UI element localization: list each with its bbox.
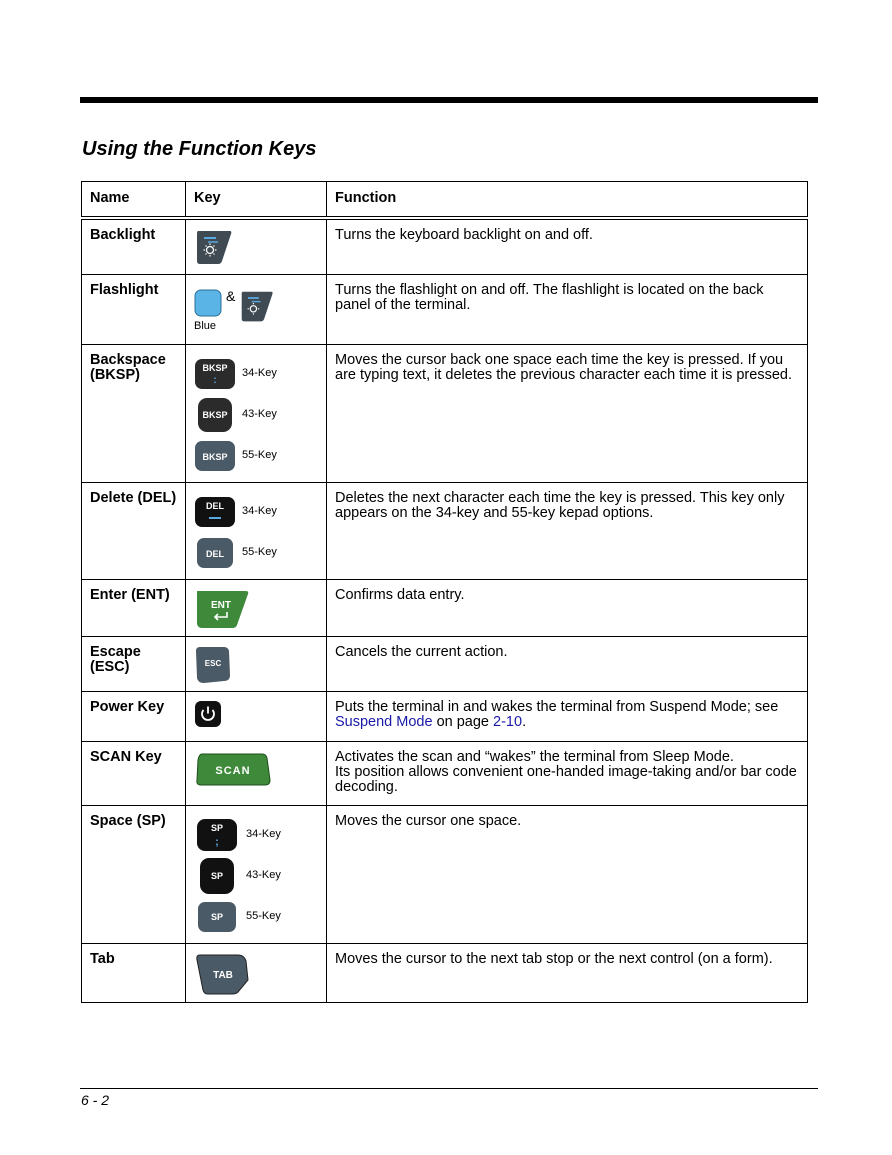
section-title: Using the Function Keys bbox=[82, 138, 317, 160]
table-row bbox=[82, 580, 808, 637]
row-name: SCAN Key bbox=[82, 742, 186, 806]
key-variant: 34-Key bbox=[242, 367, 277, 379]
key-variant: 43-Key bbox=[246, 869, 281, 881]
row-key bbox=[186, 944, 327, 1003]
sp-key-34-icon bbox=[194, 818, 240, 852]
row-key bbox=[186, 345, 327, 483]
row-function: Cancels the current action. bbox=[327, 637, 808, 692]
backlight-key-icon bbox=[239, 289, 275, 325]
ampersand: & bbox=[226, 288, 236, 304]
row-name: Backlight bbox=[82, 218, 186, 275]
row-function: Deletes the next character each time the key is pressed. This key only appears on the 34-key and 55-key kepad options. bbox=[327, 483, 808, 580]
page-ref-link[interactable]: 2-10 bbox=[493, 714, 523, 730]
top-rule bbox=[80, 97, 818, 103]
function-text: Puts the terminal in and wakes the terminal from Suspend Mode; see bbox=[335, 699, 779, 715]
key-cap-label: ESC bbox=[204, 659, 222, 668]
sp-key-43-icon bbox=[194, 857, 240, 895]
row-name: Backspace (BKSP) bbox=[82, 345, 186, 483]
row-name: Delete (DEL) bbox=[82, 483, 186, 580]
header-key: Key bbox=[186, 182, 327, 219]
del-key-55-icon bbox=[194, 537, 236, 569]
row-function: Moves the cursor back one space each time the key is pressed. If you are typing text, it deletes the previous character each time it is pressed. bbox=[327, 345, 808, 483]
key-variant: 34-Key bbox=[246, 828, 281, 840]
function-text: on page bbox=[432, 714, 494, 730]
suspend-mode-link[interactable]: Suspend Mode bbox=[335, 714, 433, 730]
key-variant: 55-Key bbox=[242, 546, 277, 558]
page-number: 6 - 2 bbox=[81, 1092, 110, 1108]
key-cap-label: SCAN bbox=[215, 765, 251, 777]
row-name: Space (SP) bbox=[82, 806, 186, 944]
table-row bbox=[82, 275, 808, 345]
blue-key-label: Blue bbox=[194, 320, 217, 332]
row-key bbox=[186, 275, 327, 345]
table-row bbox=[82, 806, 808, 944]
row-name: Escape (ESC) bbox=[82, 637, 186, 692]
function-text: Activates the scan and “wakes” the terminal from Sleep Mode. bbox=[335, 749, 734, 765]
row-function: Confirms data entry. bbox=[327, 580, 808, 637]
scan-key-icon bbox=[194, 750, 272, 790]
key-cap-label: TAB bbox=[213, 970, 233, 981]
table-header-row bbox=[82, 182, 808, 219]
row-function: Moves the cursor one space. bbox=[327, 806, 808, 944]
function-text: . bbox=[522, 714, 527, 730]
header-name: Name bbox=[82, 182, 186, 219]
bksp-key-55-icon bbox=[194, 440, 236, 472]
key-cap-label: BKSP bbox=[202, 362, 228, 373]
row-function bbox=[327, 742, 808, 806]
key-variant: 55-Key bbox=[246, 910, 281, 922]
key-cap-label: BKSP bbox=[202, 451, 228, 462]
table-row bbox=[82, 944, 808, 1003]
key-variant: 43-Key bbox=[242, 408, 277, 420]
row-key bbox=[186, 742, 327, 806]
row-key bbox=[186, 483, 327, 580]
row-function: Turns the keyboard backlight on and off. bbox=[327, 218, 808, 275]
blue-key-icon bbox=[194, 289, 222, 317]
header-function: Function bbox=[327, 182, 808, 219]
table-row bbox=[82, 637, 808, 692]
backlight-key-icon bbox=[194, 228, 234, 268]
bottom-rule bbox=[80, 1088, 818, 1089]
row-name: Tab bbox=[82, 944, 186, 1003]
row-key bbox=[186, 637, 327, 692]
key-cap-label: DEL bbox=[206, 500, 224, 511]
table-row bbox=[82, 345, 808, 483]
key-variant: 34-Key bbox=[242, 505, 277, 517]
esc-key-icon bbox=[194, 645, 234, 685]
row-key bbox=[186, 580, 327, 637]
key-cap-label: DEL bbox=[206, 548, 224, 559]
tab-key-icon bbox=[194, 952, 250, 996]
row-name: Flashlight bbox=[82, 275, 186, 345]
row-function: Turns the flashlight on and off. The flashlight is located on the back panel of the terminal. bbox=[327, 275, 808, 345]
del-key-34-icon bbox=[194, 496, 236, 528]
key-cap-label: SP bbox=[210, 911, 224, 922]
row-name: Power Key bbox=[82, 692, 186, 742]
key-variant: 55-Key bbox=[242, 449, 277, 461]
row-key bbox=[186, 806, 327, 944]
ent-key-icon bbox=[194, 588, 250, 630]
key-cap-label: SP bbox=[210, 870, 224, 881]
table-row bbox=[82, 692, 808, 742]
row-key bbox=[186, 218, 327, 275]
row-key bbox=[186, 692, 327, 742]
row-name: Enter (ENT) bbox=[82, 580, 186, 637]
row-function: Moves the cursor to the next tab stop or the next control (on a form). bbox=[327, 944, 808, 1003]
power-key-icon bbox=[194, 700, 222, 728]
function-text: Its position allows convenient one-handed image-taking and/or bar code decoding. bbox=[335, 764, 797, 795]
function-keys-table bbox=[81, 181, 808, 1003]
table-row bbox=[82, 218, 808, 275]
bksp-key-34-icon bbox=[194, 358, 236, 390]
key-cap-label: ENT bbox=[211, 600, 231, 611]
row-function bbox=[327, 692, 808, 742]
table-row bbox=[82, 483, 808, 580]
svg-text::: : bbox=[213, 374, 217, 386]
table-row bbox=[82, 742, 808, 806]
bksp-key-43-icon bbox=[194, 397, 236, 433]
key-cap-label: BKSP bbox=[202, 409, 228, 420]
svg-text:;: ; bbox=[215, 835, 219, 848]
key-cap-label: SP bbox=[210, 822, 224, 833]
sp-key-55-icon bbox=[194, 901, 240, 933]
